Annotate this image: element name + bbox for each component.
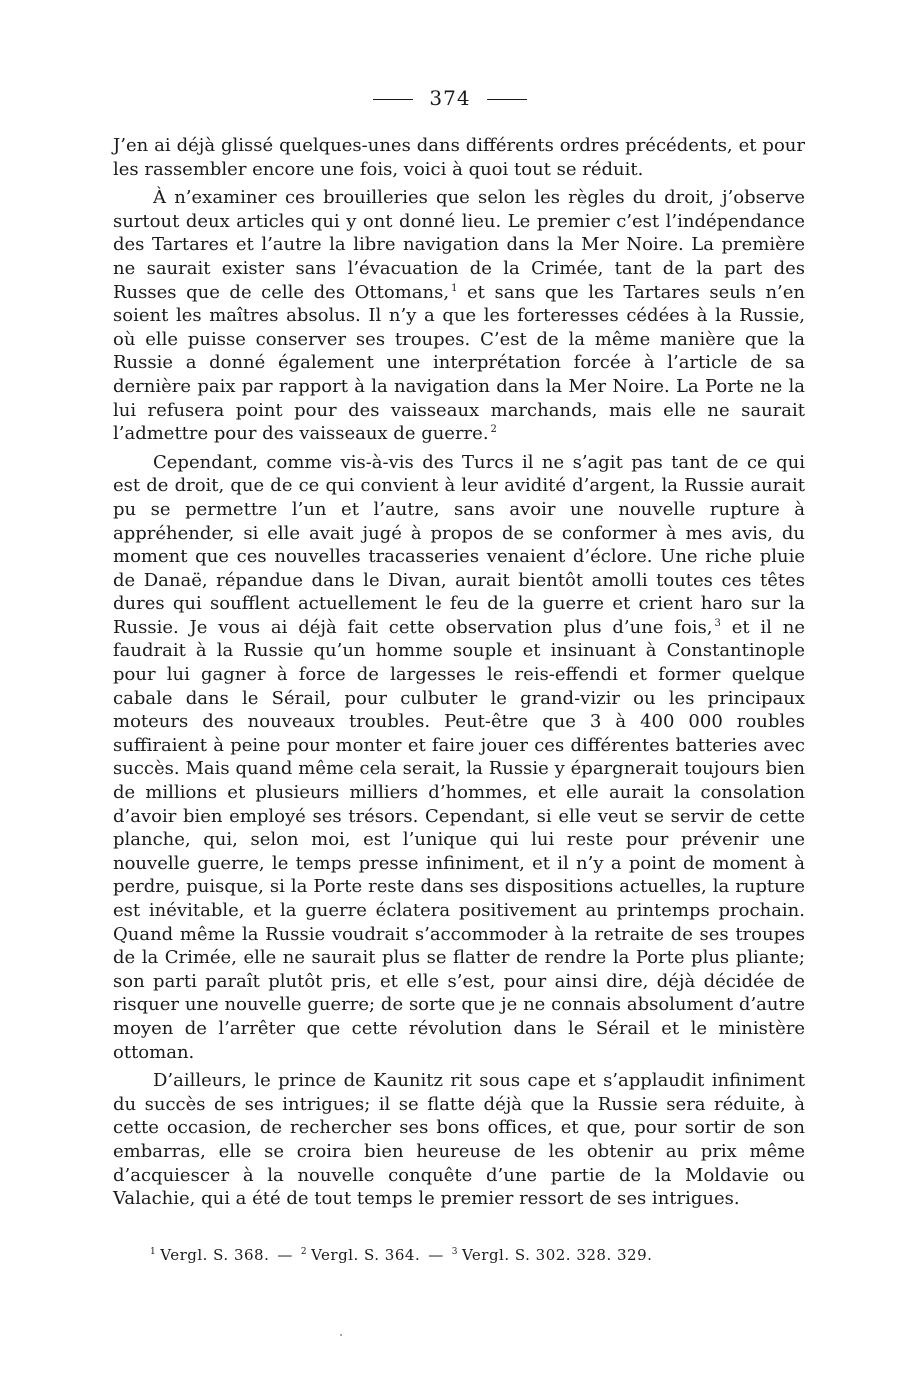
footnotes: [150, 1246, 800, 1264]
footnote-separator: —: [428, 1246, 444, 1264]
footnote-reference: 3: [714, 617, 721, 629]
footnote-number: 2: [300, 1247, 308, 1257]
paragraph-text: et il ne faudrait à la Russie qu’un homme souple et insinuant à Constantinople pour lui gagner à force de largesses le reis-effendi et former quelque cabale dans le Sérail, pour culbuter le grand-vizir ou les principaux moteurs des nouveaux troubles. Peut-être que 3 à 400 000 roubles suffiraient à peine pour monter et faire jouer ces différentes batteries avec succès. Mais quand même cela serait, la Russie y épargnerait toujours bien de millions et plusieurs milliers d’hommes, et elle aurait la consolation d’avoir bien employé ses trésors. Cependant, si elle veut se servir de cette planche, qui, selon moi, est l’unique qui lui reste pour prévenir une nouvelle guerre, le temps presse infiniment, et il n’y a point de moment à perdre, puisque, si la Porte reste dans ses dispositions actuelles, la rupture est inévitable, et la guerre éclatera positivement au printemps prochain. Quand même la Russie voudrait s’accommoder à la retraite de ses troupes de la Crimée, elle ne saurait plus se flatter de rendre la Porte plus pliante; son parti paraît plutôt pris, et elle s’est, pour ainsi dire, déjà décidée de risquer une nouvelle guerre; de sorte que je ne connais absolument d’autre moyen de l’arrêter que cette révolution dans le Sérail et le ministère ottoman.: [113, 616, 805, 1063]
print-speck: [340, 1334, 342, 1336]
paragraph-text: et sans que les Tartares seuls n’en soient les maîtres absolus. Il n’y a que les forteresses cédées à la Russie, où elle puisse conserver ses troupes. C’est de la même manière que la Russie a donné également une interprétation forcée à l’article de sa dernière paix par rapport à la navigation dans la Mer Noire. La Porte ne la lui refusera point pour des vaisseaux marchands, mais elle ne saurait l’admettre pour des vaisseaux de guerre.: [113, 281, 805, 445]
header-rule-right: [487, 99, 527, 100]
footnote-number: 3: [451, 1247, 458, 1257]
paragraph-text: J’en ai déjà glissé quelques-unes dans différents ordres précédents, et pour les rassembler encore une fois, voici à quoi tout se réduit.: [113, 135, 805, 180]
footnote-number: 1: [150, 1247, 157, 1257]
page-header: [0, 86, 900, 110]
footnote-3: [452, 1246, 653, 1264]
header-rule-left: [373, 99, 413, 100]
footnote-text: Vergl. S. 364.: [311, 1246, 421, 1264]
footnote-2: [301, 1246, 420, 1264]
paragraph-text: À n’examiner ces brouilleries que selon les règles du droit, j’observe surtout deux articles qui y ont donné lieu. Le premier c’est l’indépendance des Tartares et l’autre la libre navigation dans la Mer Noire. La première ne saurait exister sans l’évacuation de la Crimée, tant de la part des Russes que de celle des Ottomans,: [113, 187, 805, 303]
footnote-1: [150, 1246, 269, 1264]
body-text: [113, 134, 805, 1216]
paragraph-1: [113, 134, 805, 181]
paragraph-4: [113, 1069, 805, 1211]
footnote-reference: 1: [451, 282, 458, 294]
paragraph-2: [113, 186, 805, 446]
page-number: 374: [429, 86, 471, 110]
paragraph-text: Cependant, comme vis-à-vis des Turcs il ne s’agit pas tant de ce qui est de droit, que de ce qui convient à leur avidité d’argent, la Russie aurait pu se permettre l’un et l’autre, sans avoir une nouvelle rupture à appréhender, si elle avait jugé à propos de se conformer à mes avis, du moment que ces nouvelles tracasseries venaient d’éclore. Une riche pluie de Danaë, répandue dans le Divan, aurait bientôt amolli toutes ces têtes dures qui soufflent actuellement le feu de la guerre et crient haro sur la Russie. Je vous ai déjà fait cette observation plus d’une fois,: [113, 451, 805, 638]
footnote-separator: —: [277, 1246, 293, 1264]
paragraph-text: D’ailleurs, le prince de Kaunitz rit sous cape et s’applaudit infiniment du succès de ses intrigues; il se flatte déjà que la Russie sera réduite, à cette occasion, de rechercher ses bons offices, et que, pour sortir de son embarras, elle se croira bien heureuse de les obtenir au prix même d’acquiescer à la nouvelle conquête d’une partie de la Moldavie ou Valachie, qui a été de tout temps le premier ressort de ses intrigues.: [113, 1070, 805, 1210]
footnote-text: Vergl. S. 368.: [160, 1246, 270, 1264]
footnote-reference: 2: [490, 424, 497, 436]
footnote-text: Vergl. S. 302. 328. 329.: [461, 1246, 653, 1264]
paragraph-3: [113, 451, 805, 1064]
